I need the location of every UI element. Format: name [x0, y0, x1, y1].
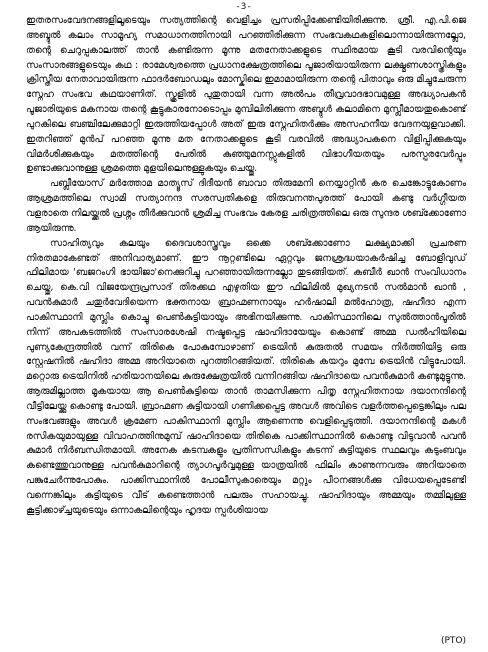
pto-footer: (PTO) [440, 636, 466, 646]
paragraph-1: ഇതരസംവേദനങ്ങളിലൂടെയും സത്യത്തിന്റെ വെളിച്ചം പ്രസരിപ്പിക്കേണ്ടിയിരിക്കുന്നു. ശ്രീ. എ.പി.ജെ അബ്ദുൽ കലാം സാമൂഹ്യ സമാധാനത്തിനായി പറഞ്ഞിരിക്കുന്ന സംഭവകഥകളിലൊന്നായിരുന്നല്ലോ, തന്റെ ചെറുപ്പകാലത്ത് താൻ കണ്ടിരുന്ന മൂന്നു മതനേതാക്കളുടെ സ്ഥിരമായ കൂടി വരവിന്റെയും സംസാരങ്ങളുടെയും കഥ : രാമേശ്വരത്തെ പ്രധാനക്ഷേത്രത്തിലെ പൂജാരിയായിരുന്ന ലക്ഷ്മണശാസ്ത്രികളും ക്രിസ്തീയ നേതാവായിരുന്ന ഫാദർബോഡലും മോസ്കിലെ ഇമാമായിരുന്ന തന്റെ പിതാവും ഒരു മിച്ചുചേരുന്ന സ്നേഹ സംഭവ കഥയാണിത്. സ്കൂളിൽ പുതുതായി വന്ന അൽപം തീവ്രവാദഭാവമുള്ള അദ്ധ്യാപകൻ പൂജാരിയുടെ മകനായ തന്റെ കൂട്ടുകാരനോടൊപ്പം മുമ്പിലിരിക്കുന്ന അബ്ദുൾ കലാമിനെ മുസ്ലീമായതുകൊണ്ട് പുറകിലെ ബഞ്ചിലേക്കുമാറ്റി ഇരുത്തിയപ്പോൾ അത് ഇരു സ്നേഹിതർക്കും അസഹനീയ വേദനയുളവാക്കി. ഇതറിഞ്ഞ് മുൻപ് പറഞ്ഞ മൂന്നു മത നേതാക്കളുടെ കൂടി വരവിൽ അദ്ധ്യാപകനെ വിളിപ്പിക്കുകയും വിമർശിക്കുകയും മതത്തിന്റെ പേരിൽ കുഞ്ഞുമനസ്സുകളിൽ വിഭാഗീയതയും പരസ്പരവേർപ്പും ഉണ്ടാക്കുവാനുള്ള ശ്രമത്തെ മുളയിലെനുള്ളുകയും ചെയ്തു. [26, 15, 466, 175]
page-number: -3- [236, 2, 252, 12]
paragraph-3: സാഹിത്യവും കലയും ദൈവശാസ്ത്രവും ഒക്കെ ശബ്ക്കോണോ ലക്ഷ്യമാക്കി പ്രചരണ നിരതമാകേണ്ടത് അനിവാര്യമാണ്. ഈ നൂറ്റണ്ടിലെ ഏറ്റവും ജനശ്രദ്ധയാകർഷിച്ച ബോളിവുഡ് ഫിലിമായ 'ബജറംഗി ഭായിജാ'നെക്കുറിച്ചു പറഞ്ഞായിരുന്നല്ലോ തുടങ്ങിയത്. കബീർ ഖാൻ സംവിധാനം ചെയ്തു, കെ.വി വിജയേന്ദ്രപ്രസാദ് തിരക്കഥ എഴുതിയ ഈ ഫിലിമിൽ മുഖ്യനടൻ സൽമാൻ ഖാൻ , പവൻകുമാർ ചതുർവേദിയെന്ന ഭക്തനായ ബ്രാഹ്മണനായും ഹർഷാലി മൽഹോത്ര, ഷഹീദാ എന്ന പാകിസ്ഥാനി മുസ്ലിം കൊച്ചു പെൺകുട്ടിയായും അഭിനയിക്കുന്നു. പാകിസ്ഥാനിലെ സുൽത്താൻപൂരിൽ നിന്ന് അപകടത്തിൽ സംസാരശേഷി നഷ്ടപ്പെട്ട ഷാഹിദായേയും കൊണ്ട് അമ്മ ഡൽഹിയിലെ പുണ്യകേന്ദ്രത്തിൽ വന്ന് തിരികെ പോകുമ്പോഴാണ് ട്രെയിൻ കുരുതൽ സമയം നിർത്തിയിട്ട ഒരു സ്റ്റേഷനിൽ ഷഹിദാ അമ്മ അറിയാതെ പുറത്തിറങ്ങിയത്. തിരികെ കയറും മുമ്പേ ട്രെയിൻ വിട്ടുപോയി. മറ്റൊരു ട്രെയിനിൽ ഹരിയാനയിലെ കുരുക്ഷേത്രയിൽ വന്നിറങ്ങിയ ഷഹിദായെ പവൻകുമാർ കണ്ടുമുട്ടുന്നു. ആരുമില്ലാത്ത മൂകയായ ആ പെൺകുട്ടിയെ താൻ താമസിക്കുന്ന പിതൃ സ്നേഹിതനായ ദയാനന്ദിന്റെ വീട്ടിലേയ്ക്കു കൊണ്ടു പോയി. ബ്രാഹ്മണ കുട്ടിയായി ഗണിക്കപ്പെട്ട അവൾ അവിടെ വളർത്തപ്പെട്ടെങ്കിലും പല സംഭവങ്ങളും അവൾ ക്രമേണ പാകിസ്ഥാനി മുസ്ലിം ആണെന്നു വെളിപ്പെടുത്തി. ദയാനന്ദിന്റെ മകൾ രസികയുമായുള്ള വിവാഹത്തിനുമുമ്പ് ഷാഹിദായെ തിരികെ പാക്കിസ്ഥാനിൽ കൊണ്ടു വിടുവാൻ പവൻ കുമാർ നിർബന്ധിതമായി. അനേക കടമ്പകളും പ്രതിസന്ധികളും കടന്ന് കുട്ടിയുടെ സ്ഥലവും കടുംബവും കണ്ടെത്തുവാനുള്ള പവൻകുമാറിന്റെ ത്യാഗപൂർവ്വമുള്ള യാത്രയിൽ ഫിലിം കാണുന്നവരും അറിയാതെ പങ്കുചേർന്നുപോകും. പാക്കിസ്ഥാനിൽ പോലീസുകാരെയും മറ്റും പീഠനങ്ങൾക്കു വിധേയപ്പെടേണ്ടി വന്നെങ്കിലും കുട്ടിയുടെ വീട് കണ്ടെത്താൻ പലരും സഹായച്ചു. ഷാഹിദായും അമ്മയും തമ്മിലുള്ള കൂട്ടിക്കാഴ്ച്ചയുടെയും ഒന്നാകലിന്റെയും ഹൃദയ സ്പർശിയായ [26, 237, 466, 516]
document-body [26, 14, 466, 519]
paragraph-2: പബ്ലീയോസ് മർത്തോമ മാത്യൂസ് ദിദീയൻ ബാവാ തിരുമേനി നെയ്യാറ്റിൻ കര ചെങ്കോട്ടുകോണം ആശ്രമത്തിലെ സ്വാമി സത്യാനന്ദ സരസ്വതികളെ തിരുവനന്തപുരത്ത് പോയി കണ്ടു വർഗ്ഗീയത വളരാതെ നിലയ്ക്കൽ പ്രശ്നം തീർക്കുവാൻ ശ്രമിച്ച സംഭവം കേരള ചരിത്രത്തിലെ ഒരു സുന്ദര ശബ്ക്കോണോ ആയിരുന്നു. [26, 178, 466, 234]
